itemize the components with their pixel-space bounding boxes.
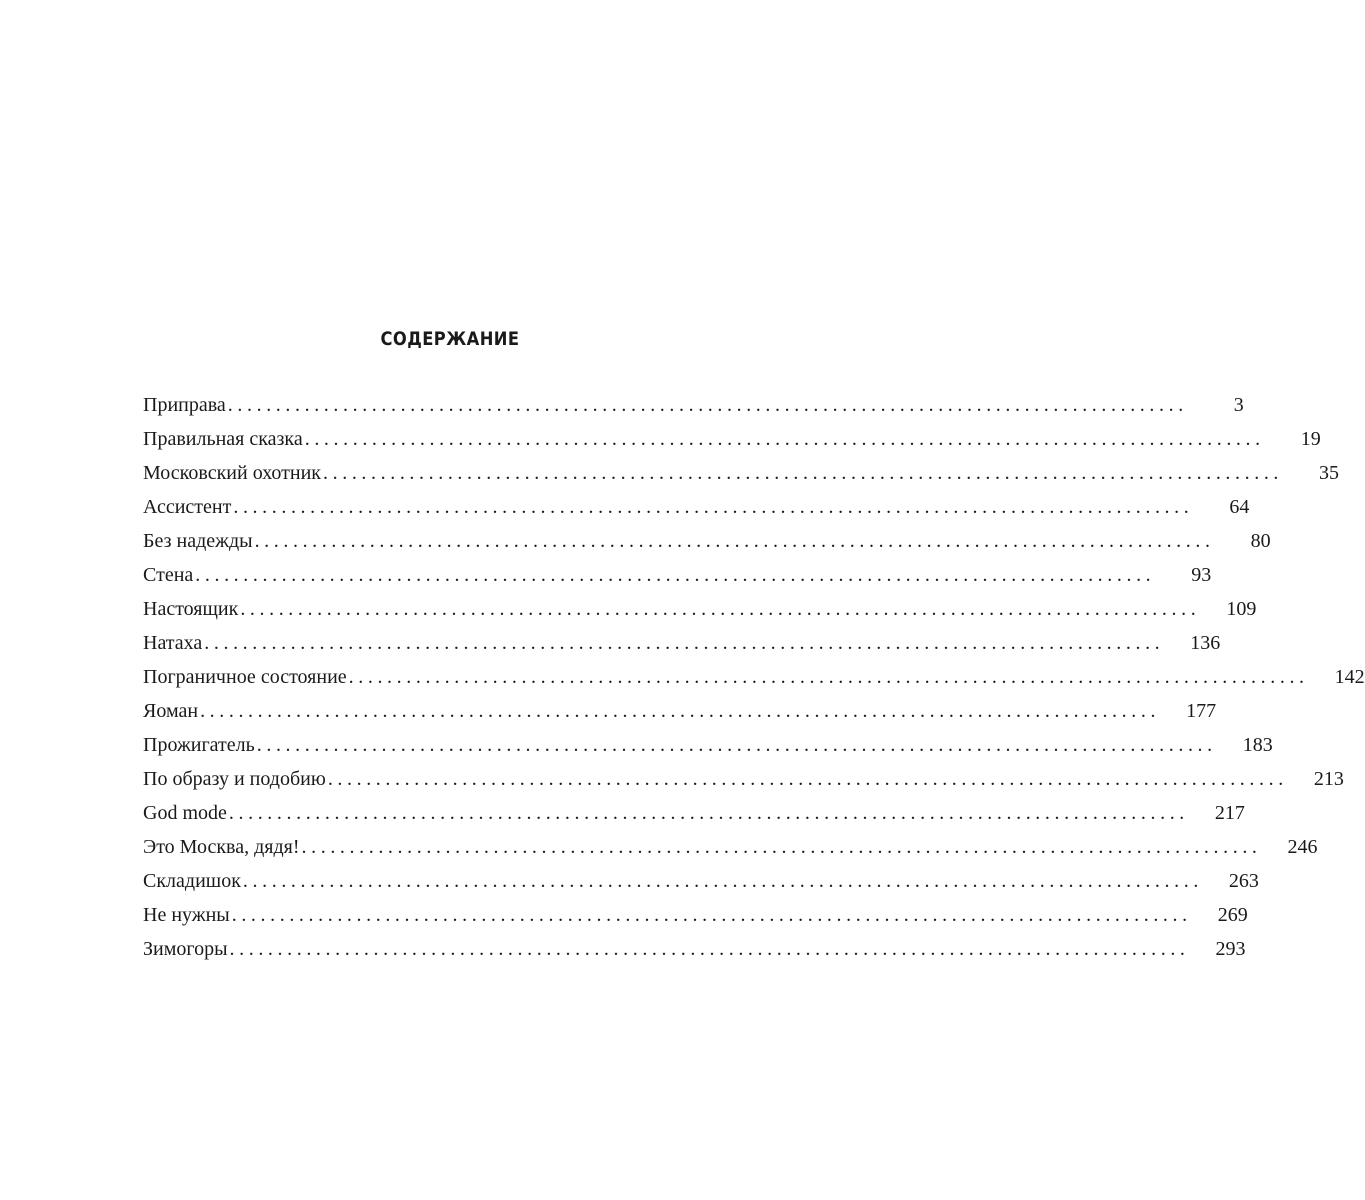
toc-entry-page: 109 [1226, 598, 1257, 620]
toc-entry [143, 524, 1271, 558]
toc-entry-title: Складишок [143, 870, 241, 892]
dot-leader: .................................................................................................... [254, 530, 1215, 552]
dot-leader: .................................................................................................... [323, 462, 1284, 484]
toc-entry-title: Яоман [143, 700, 199, 722]
dot-leader: .................................................................................................... [327, 768, 1288, 790]
toc-entry [143, 626, 1221, 660]
toc-entry-page: 177 [1186, 700, 1217, 722]
dot-leader: .................................................................................................... [242, 870, 1203, 892]
dot-leader: .................................................................................................... [228, 802, 1189, 824]
toc-entry [143, 558, 1212, 592]
toc-entry-title: По образу и подобию [143, 768, 326, 790]
toc-entry-title: Прожигатель [143, 734, 255, 756]
toc-entry-title: Это Москва, дядя! [143, 836, 300, 858]
dot-leader: .................................................................................................... [195, 564, 1156, 586]
dot-leader: .................................................................................................... [348, 666, 1309, 688]
toc-entry [143, 388, 1244, 422]
dot-leader: .................................................................................................... [200, 700, 1161, 722]
dot-leader: .................................................................................................... [233, 496, 1194, 518]
toc-entry-page: 35 [1319, 462, 1340, 484]
toc-entry-page: 217 [1214, 802, 1245, 824]
toc-entry-title: Пограничное состояние [143, 666, 347, 688]
toc-entry [143, 830, 1318, 864]
toc-entry [143, 592, 1257, 626]
dot-leader: .................................................................................................... [256, 734, 1217, 756]
toc-entry-title: Не нужны [143, 904, 230, 926]
toc-entry-title: Правильная сказка [143, 428, 303, 450]
toc-entry-page: 263 [1228, 870, 1259, 892]
toc-entry-title: Приправа [143, 394, 226, 416]
toc-entry [143, 728, 1273, 762]
dot-leader: .................................................................................................... [229, 938, 1190, 960]
dot-leader: .................................................................................................... [227, 394, 1188, 416]
toc-entry-page: 93 [1191, 564, 1212, 586]
toc-entry [143, 898, 1248, 932]
dot-leader: .................................................................................................... [204, 632, 1165, 654]
toc-entry [143, 422, 1321, 456]
toc-entry [143, 932, 1246, 966]
toc-entry-page: 80 [1250, 530, 1271, 552]
toc-entry-page: 142 [1334, 666, 1365, 688]
toc-entry [143, 660, 1365, 694]
toc-title: СОДЕРЖАНИЕ [380, 328, 520, 350]
dot-leader: .................................................................................................... [301, 836, 1262, 858]
toc-entry-page: 64 [1229, 496, 1250, 518]
toc-entry-page: 19 [1300, 428, 1321, 450]
toc-entry [143, 762, 1344, 796]
dot-leader: .................................................................................................... [240, 598, 1201, 620]
toc-entry-page: 213 [1313, 768, 1344, 790]
toc-entry-page: 136 [1190, 632, 1221, 654]
toc-entry [143, 864, 1259, 898]
dot-leader: .................................................................................................... [231, 904, 1192, 926]
toc-entry-title: Натаха [143, 632, 203, 654]
toc-entry [143, 796, 1245, 830]
toc-entry [143, 456, 1340, 490]
toc-entry-title: Без надежды [143, 530, 253, 552]
toc-entry-title: Зимогоры [143, 938, 228, 960]
toc-entry-page: 3 [1233, 394, 1244, 416]
toc-entry-page: 246 [1287, 836, 1318, 858]
toc-list [143, 388, 1365, 966]
toc-entry-page: 183 [1242, 734, 1273, 756]
toc-entry-title: Ассистент [143, 496, 232, 518]
toc-entry-page: 269 [1217, 904, 1248, 926]
toc-entry-title: Московский охотник [143, 462, 322, 484]
toc-entry [143, 694, 1217, 728]
toc-entry [143, 490, 1250, 524]
toc-entry-title: God mode [143, 802, 227, 824]
dot-leader: .................................................................................................... [304, 428, 1265, 450]
toc-entry-title: Настоящик [143, 598, 239, 620]
toc-entry-page: 293 [1215, 938, 1246, 960]
toc-entry-title: Стена [143, 564, 194, 586]
